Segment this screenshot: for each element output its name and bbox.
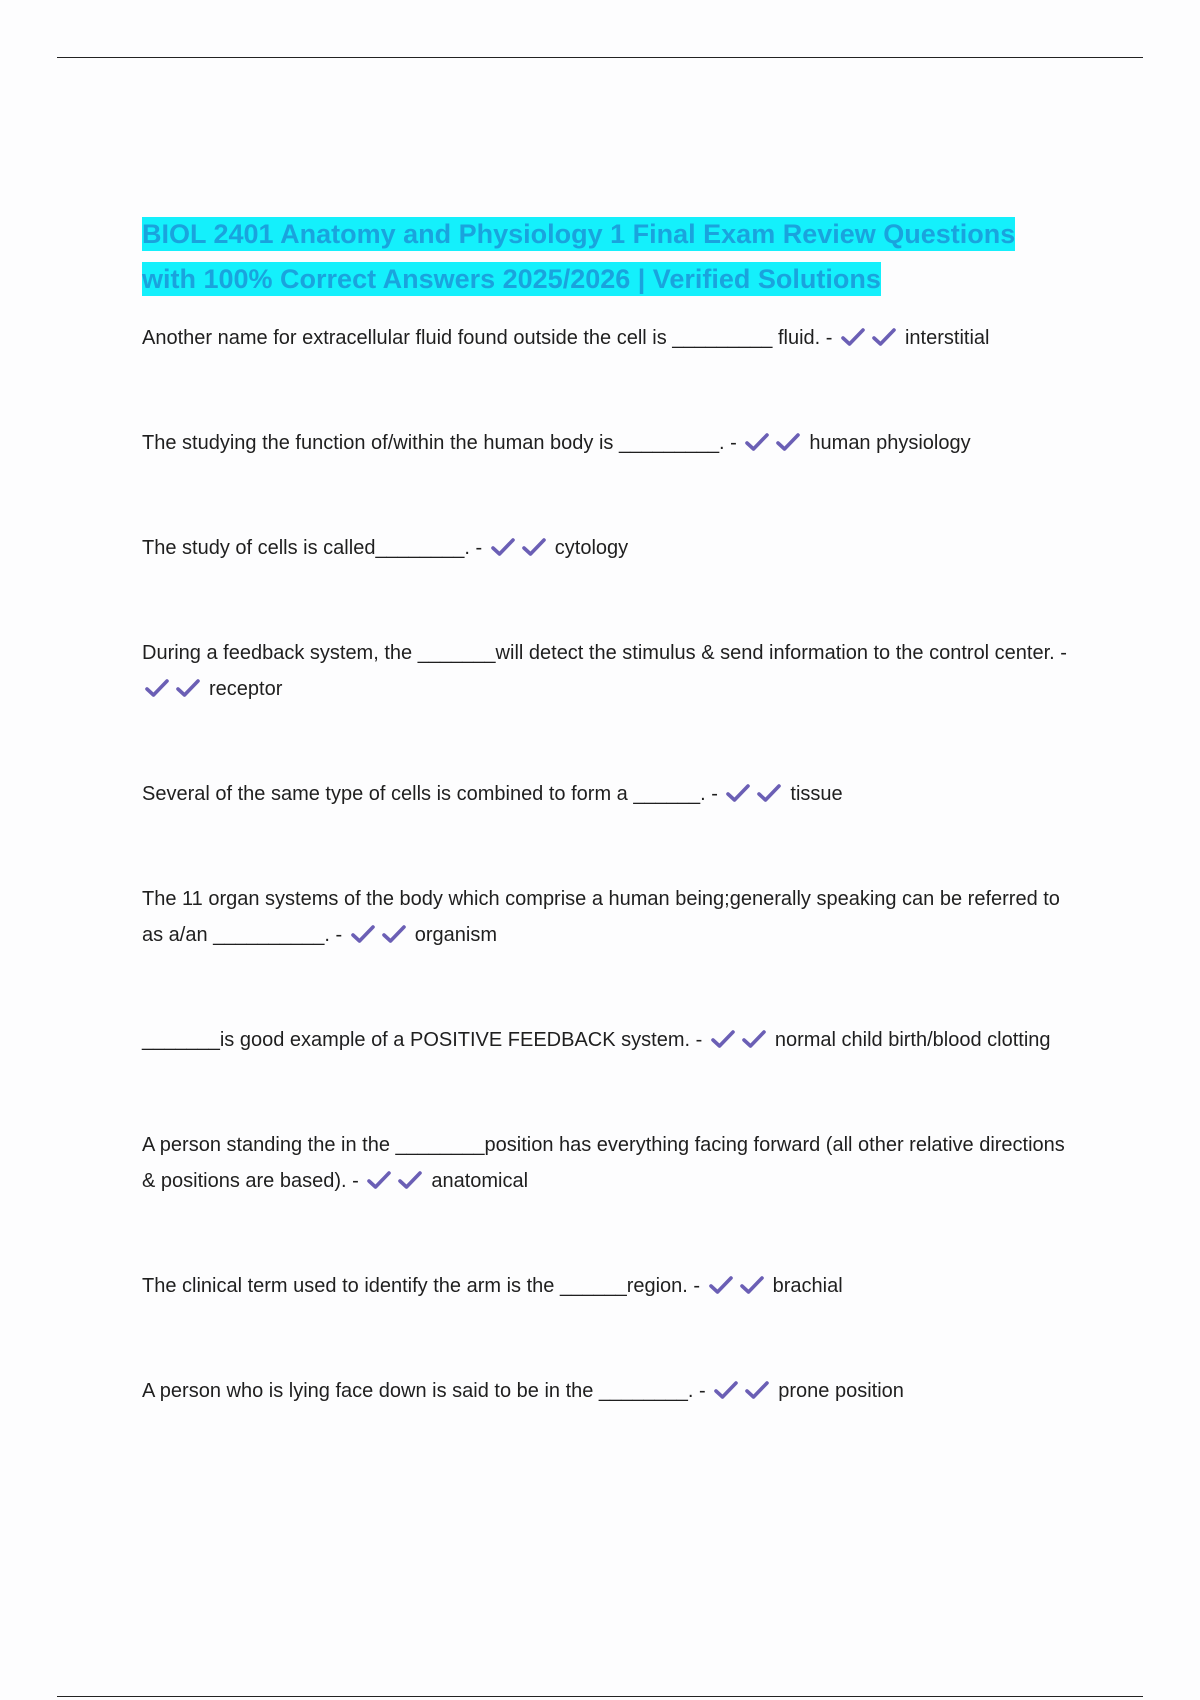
check-icon [381,924,407,944]
list-item [142,1268,1072,1307]
question-text: Several of the same type of cells is combined to form a ______. - [142,783,718,805]
list-item [142,425,1072,464]
answer-text: cytology [554,537,629,559]
question-text: The studying the function of/within the human body is _________. - [142,432,737,454]
question-text: During a feedback system, the _______will detect the stimulus & send information to the control center. - [142,642,1067,664]
document-title [142,212,1072,302]
question-text: The study of cells is called________. - [142,537,483,559]
double-check-icon [840,323,902,359]
check-icon [713,1380,739,1400]
double-check-icon [725,779,787,815]
check-icon [521,537,547,557]
answer-text: normal child birth/blood clotting [774,1029,1051,1051]
list-item [142,530,1072,569]
question-text: Another name for extracellular fluid found outside the cell is _________ fluid. - [142,327,833,349]
check-icon [744,432,770,452]
answer-text: prone position [778,1380,904,1402]
document-content [142,212,1072,1412]
check-icon [741,1029,767,1049]
double-check-icon [710,1025,772,1061]
check-icon [744,1380,770,1400]
header-rule [57,57,1143,58]
question-text: A person who is lying face down is said to be in the ________. - [142,1380,706,1402]
question-text: A person standing the in the ________position has everything facing forward (all other relative directions & positions are based). - [142,1134,1065,1192]
list-item [142,881,1072,956]
list-item [142,320,1072,359]
footer-rule [57,1696,1143,1697]
check-icon [775,432,801,452]
check-icon [871,327,897,347]
check-icon [840,327,866,347]
check-icon [175,678,201,698]
check-icon [710,1029,736,1049]
answer-text: human physiology [809,432,971,454]
double-check-icon [366,1166,428,1202]
check-icon [708,1275,734,1295]
double-check-icon [490,533,552,569]
check-icon [490,537,516,557]
answer-text: receptor [209,678,283,700]
list-item [142,1127,1072,1202]
question-text: The clinical term used to identify the arm is the ______region. - [142,1275,701,1297]
double-check-icon [350,920,412,956]
answer-text: anatomical [431,1170,529,1192]
check-icon [739,1275,765,1295]
answer-text: tissue [790,783,843,805]
double-check-icon [744,428,806,464]
double-check-icon [708,1271,770,1307]
document-title-text: BIOL 2401 Anatomy and Physiology 1 Final Exam Review Questions with 100% Correct Answers 2025/2026 | Verified Solutions [142,219,1016,294]
question-text: _______is good example of a POSITIVE FEEDBACK system. - [142,1029,703,1051]
question-text: The 11 organ systems of the body which comprise a human being;generally speaking can be referred to as a/an __________. - [142,888,1060,946]
list-item [142,1373,1072,1412]
answer-text: brachial [772,1275,843,1297]
answer-text: organism [414,924,497,946]
check-icon [725,783,751,803]
check-icon [366,1170,392,1190]
double-check-icon [144,674,206,710]
check-icon [144,678,170,698]
list-item [142,1022,1072,1061]
check-icon [397,1170,423,1190]
double-check-icon [713,1376,775,1412]
check-icon [350,924,376,944]
check-icon [756,783,782,803]
answer-text: interstitial [904,327,990,349]
list-item [142,776,1072,815]
list-item [142,635,1072,710]
question-list [142,320,1072,1412]
